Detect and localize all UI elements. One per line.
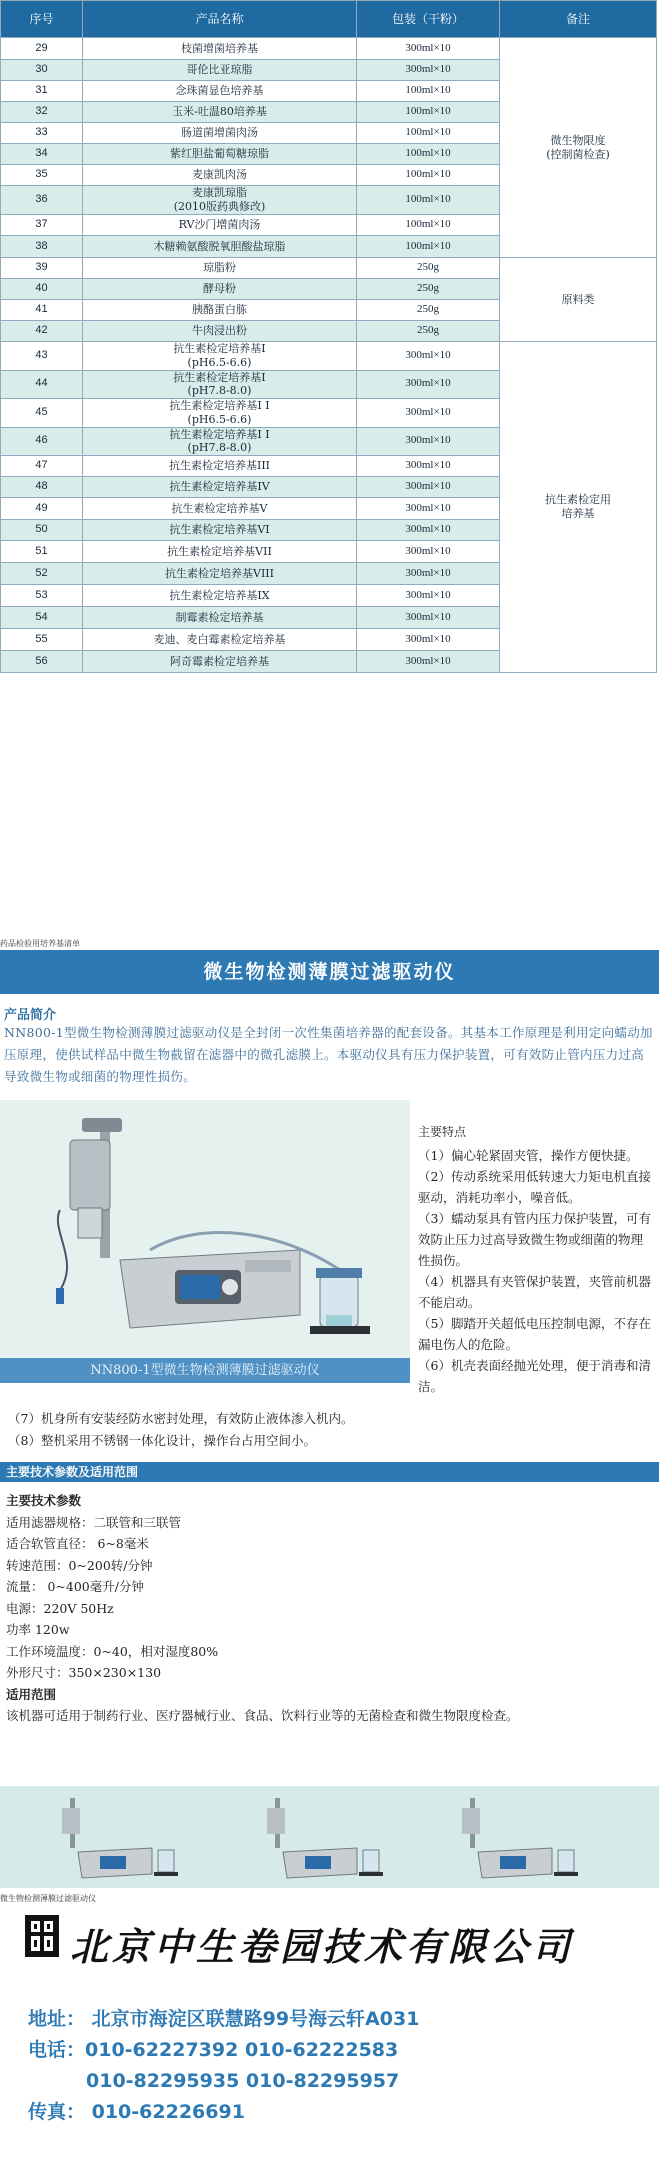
row-product-name: 麦康凯琼脂 (2010版药典修改) [83,186,357,215]
row-package: 300ml×10 [357,370,500,399]
row-number: 52 [1,563,83,585]
row-number: 43 [1,342,83,371]
scope-text: 该机器可适用于制药行业、医疗器械行业、食品、饮料行业等的无菌检查和微生物限度检查。 [6,1708,519,1723]
row-number: 34 [1,144,83,165]
row-product-name: 抗生素检定培养基V [83,498,357,520]
param-line: 流量： 0~400毫升/分钟 [6,1579,144,1594]
row-package: 300ml×10 [357,563,500,585]
row-number: 31 [1,81,83,102]
intro-heading: 产品简介 [4,1008,57,1023]
phone-numbers: 010-62227392 010-62222583 [85,2039,399,2061]
param-line: 工作环境温度：0~40，相对湿度80% [6,1643,219,1659]
strip-caption: 微生物检测薄膜过滤驱动仪 [0,1894,96,1903]
param-line: 适合软管直径： 6~8毫米 [6,1536,149,1551]
row-product-name: 制霉素检定培养基 [83,607,357,629]
row-package: 300ml×10 [357,477,500,498]
product-title: 微生物检测薄膜过滤驱动仪 [0,950,659,994]
row-package: 300ml×10 [357,427,500,456]
company-name: 北京中生卷园技术有限公司 [70,1924,575,1969]
row-product-name: 抗生素检定培养基I (pH6.5-6.6) [83,342,357,371]
row-product-name: 琼脂粉 [83,258,357,279]
row-product-name: 枝菌增菌培养基 [83,38,357,60]
device-photo-strip [0,1786,659,1888]
device-thumbnail [40,1790,190,1886]
feature-item: （7）机身所有安装经防水密封处理，有效防止液体渗入机内。 [8,1411,354,1426]
features-heading: 主要特点 [418,1125,467,1139]
header-number: 序号 [1,1,83,38]
feature-item: （4）机器具有夹管保护装置，夹管前机器不能启动。 [418,1274,651,1310]
row-package: 300ml×10 [357,38,500,60]
product-table [0,0,657,673]
row-package: 100ml×10 [357,102,500,123]
row-product-name: 抗生素检定培养基III [83,456,357,477]
product-table-wrapper [0,0,659,673]
row-product-name: 抗生素检定培养基VIII [83,563,357,585]
row-package: 300ml×10 [357,607,500,629]
row-number: 42 [1,321,83,342]
feature-item: （2）传动系统采用低转速大力矩电机直接驱动，消耗功率小，噪音低。 [418,1169,651,1205]
row-number: 46 [1,427,83,456]
row-remark: 微生物限度 (控制菌检查) [500,38,657,258]
params-section-bar: 主要技术参数及适用范围 [0,1462,659,1482]
row-package: 300ml×10 [357,498,500,520]
row-remark: 抗生素检定用 培养基 [500,342,657,673]
company-fax: 传真： 010-62226691 [28,2101,245,2123]
device-thumbnail [440,1790,590,1886]
row-product-name: 肠道菌增菌肉汤 [83,123,357,144]
phone-label: 电话： [28,2039,86,2061]
features-list [418,1122,654,1397]
row-package: 100ml×10 [357,215,500,236]
row-product-name: 念珠菌显色培养基 [83,81,357,102]
row-number: 40 [1,279,83,300]
feature-item: （5）脚踏开关超低电压控制电源，不存在漏电伤人的危险。 [418,1316,651,1352]
row-number: 39 [1,258,83,279]
row-number: 48 [1,477,83,498]
company-logo-icon [24,1914,60,1958]
row-product-name: 牛肉浸出粉 [83,321,357,342]
row-number: 56 [1,651,83,673]
row-number: 47 [1,456,83,477]
row-package: 250g [357,258,500,279]
row-number: 38 [1,236,83,258]
row-number: 37 [1,215,83,236]
header-package: 包装（干粉） [357,1,500,38]
row-package: 300ml×10 [357,60,500,81]
device-photo-caption: NN800-1型微生物检测薄膜过滤驱动仪 [0,1358,410,1383]
table-body [1,38,657,673]
device-photo-panel [0,1100,410,1380]
row-package: 100ml×10 [357,144,500,165]
company-phone-line [28,2035,419,2066]
features-continued [8,1408,353,1452]
params-heading: 主要技术参数 [6,1493,82,1508]
row-number: 50 [1,520,83,541]
table-row [1,342,657,371]
row-product-name: 抗生素检定培养基IX [83,585,357,607]
table-row [1,38,657,60]
row-product-name: 抗生素检定培养基IV [83,477,357,498]
row-number: 45 [1,399,83,428]
row-package: 100ml×10 [357,236,500,258]
row-product-name: 阿奇霉素检定培养基 [83,651,357,673]
header-remarks: 备注 [500,1,657,38]
row-product-name: 胰酪蛋白胨 [83,300,357,321]
row-package: 300ml×10 [357,520,500,541]
company-address: 地址： 北京市海淀区联慧路99号海云轩A031 [28,2008,420,2030]
row-number: 44 [1,370,83,399]
row-product-name: 酵母粉 [83,279,357,300]
table-header-row [1,1,657,38]
row-number: 54 [1,607,83,629]
feature-item: （3）蠕动泵具有管内压力保护装置，可有效防止压力过高导致微生物或细菌的物理性损伤。 [418,1211,651,1268]
param-line: 功率 120w [6,1622,70,1637]
row-product-name: 抗生素检定培养基VII [83,541,357,563]
phone-numbers-2: 010-82295935 010-82295957 [86,2070,400,2092]
contact-info [28,2004,419,2128]
row-package: 300ml×10 [357,342,500,371]
table-row [1,258,657,279]
row-number: 32 [1,102,83,123]
param-line: 适用滤器规格：二联管和三联管 [6,1514,182,1530]
row-package: 300ml×10 [357,541,500,563]
row-product-name: 抗生素检定培养基I I (pH7.8-8.0) [83,427,357,456]
row-package: 300ml×10 [357,456,500,477]
row-package: 250g [357,321,500,342]
row-package: 300ml×10 [357,399,500,428]
feature-item: （6）机壳表面经抛光处理，便于消毒和清洁。 [418,1358,651,1394]
table-caption: 药品检验用培养基清单 [0,939,80,948]
row-product-name: 紫红胆盐葡萄糖琼脂 [83,144,357,165]
row-package: 250g [357,279,500,300]
row-remark: 原料类 [500,258,657,342]
header-product-name: 产品名称 [83,1,357,38]
row-number: 29 [1,38,83,60]
row-product-name: 麦康凯肉汤 [83,165,357,186]
intro-text: NN800-1型微生物检测薄膜过滤驱动仪是全封闭一次性集菌培养器的配套设备。其基本工作原理是利用定向蠕动加压原理，使供试样品中微生物截留在滤器中的微孔滤膜上。本驱动仪具有压力保护装置，可有效防止管内压力过高导致微生物或细菌的物理性损伤。 [4,1025,653,1084]
param-line: 外形尺寸：350×230×130 [6,1665,162,1680]
feature-item: （1）偏心轮紧固夹管，操作方便快捷。 [418,1148,639,1163]
row-number: 55 [1,629,83,651]
row-product-name: 抗生素检定培养基I (pH7.8-8.0) [83,370,357,399]
row-number: 49 [1,498,83,520]
row-product-name: 抗生素检定培养基I I (pH6.5-6.6) [83,399,357,428]
row-product-name: 哥伦比亚琼脂 [83,60,357,81]
row-product-name: 玉米-吐温80培养基 [83,102,357,123]
row-number: 51 [1,541,83,563]
row-package: 250g [357,300,500,321]
row-number: 41 [1,300,83,321]
row-number: 36 [1,186,83,215]
device-thumbnail [245,1790,395,1886]
row-product-name: 木糖赖氨酸脱氧胆酸盐琼脂 [83,236,357,258]
row-number: 33 [1,123,83,144]
row-product-name: 麦迪、麦白霉素检定培养基 [83,629,357,651]
row-product-name: RV沙门增菌肉汤 [83,215,357,236]
param-line: 转速范围：0~200转/分钟 [6,1557,153,1573]
row-package: 300ml×10 [357,629,500,651]
scope-heading: 适用范围 [6,1686,57,1702]
row-package: 100ml×10 [357,165,500,186]
row-package: 100ml×10 [357,123,500,144]
row-package: 100ml×10 [357,81,500,102]
param-line: 电源：220V 50Hz [6,1600,114,1616]
row-product-name: 抗生素检定培养基VI [83,520,357,541]
row-number: 35 [1,165,83,186]
row-number: 30 [1,60,83,81]
row-package: 300ml×10 [357,585,500,607]
feature-item: （8）整机采用不锈钢一体化设计，操作台占用空间小。 [8,1433,316,1448]
row-package: 300ml×10 [357,651,500,673]
tech-params [6,1490,519,1727]
filtration-device-illustration [0,1100,410,1360]
row-number: 53 [1,585,83,607]
row-package: 100ml×10 [357,186,500,215]
